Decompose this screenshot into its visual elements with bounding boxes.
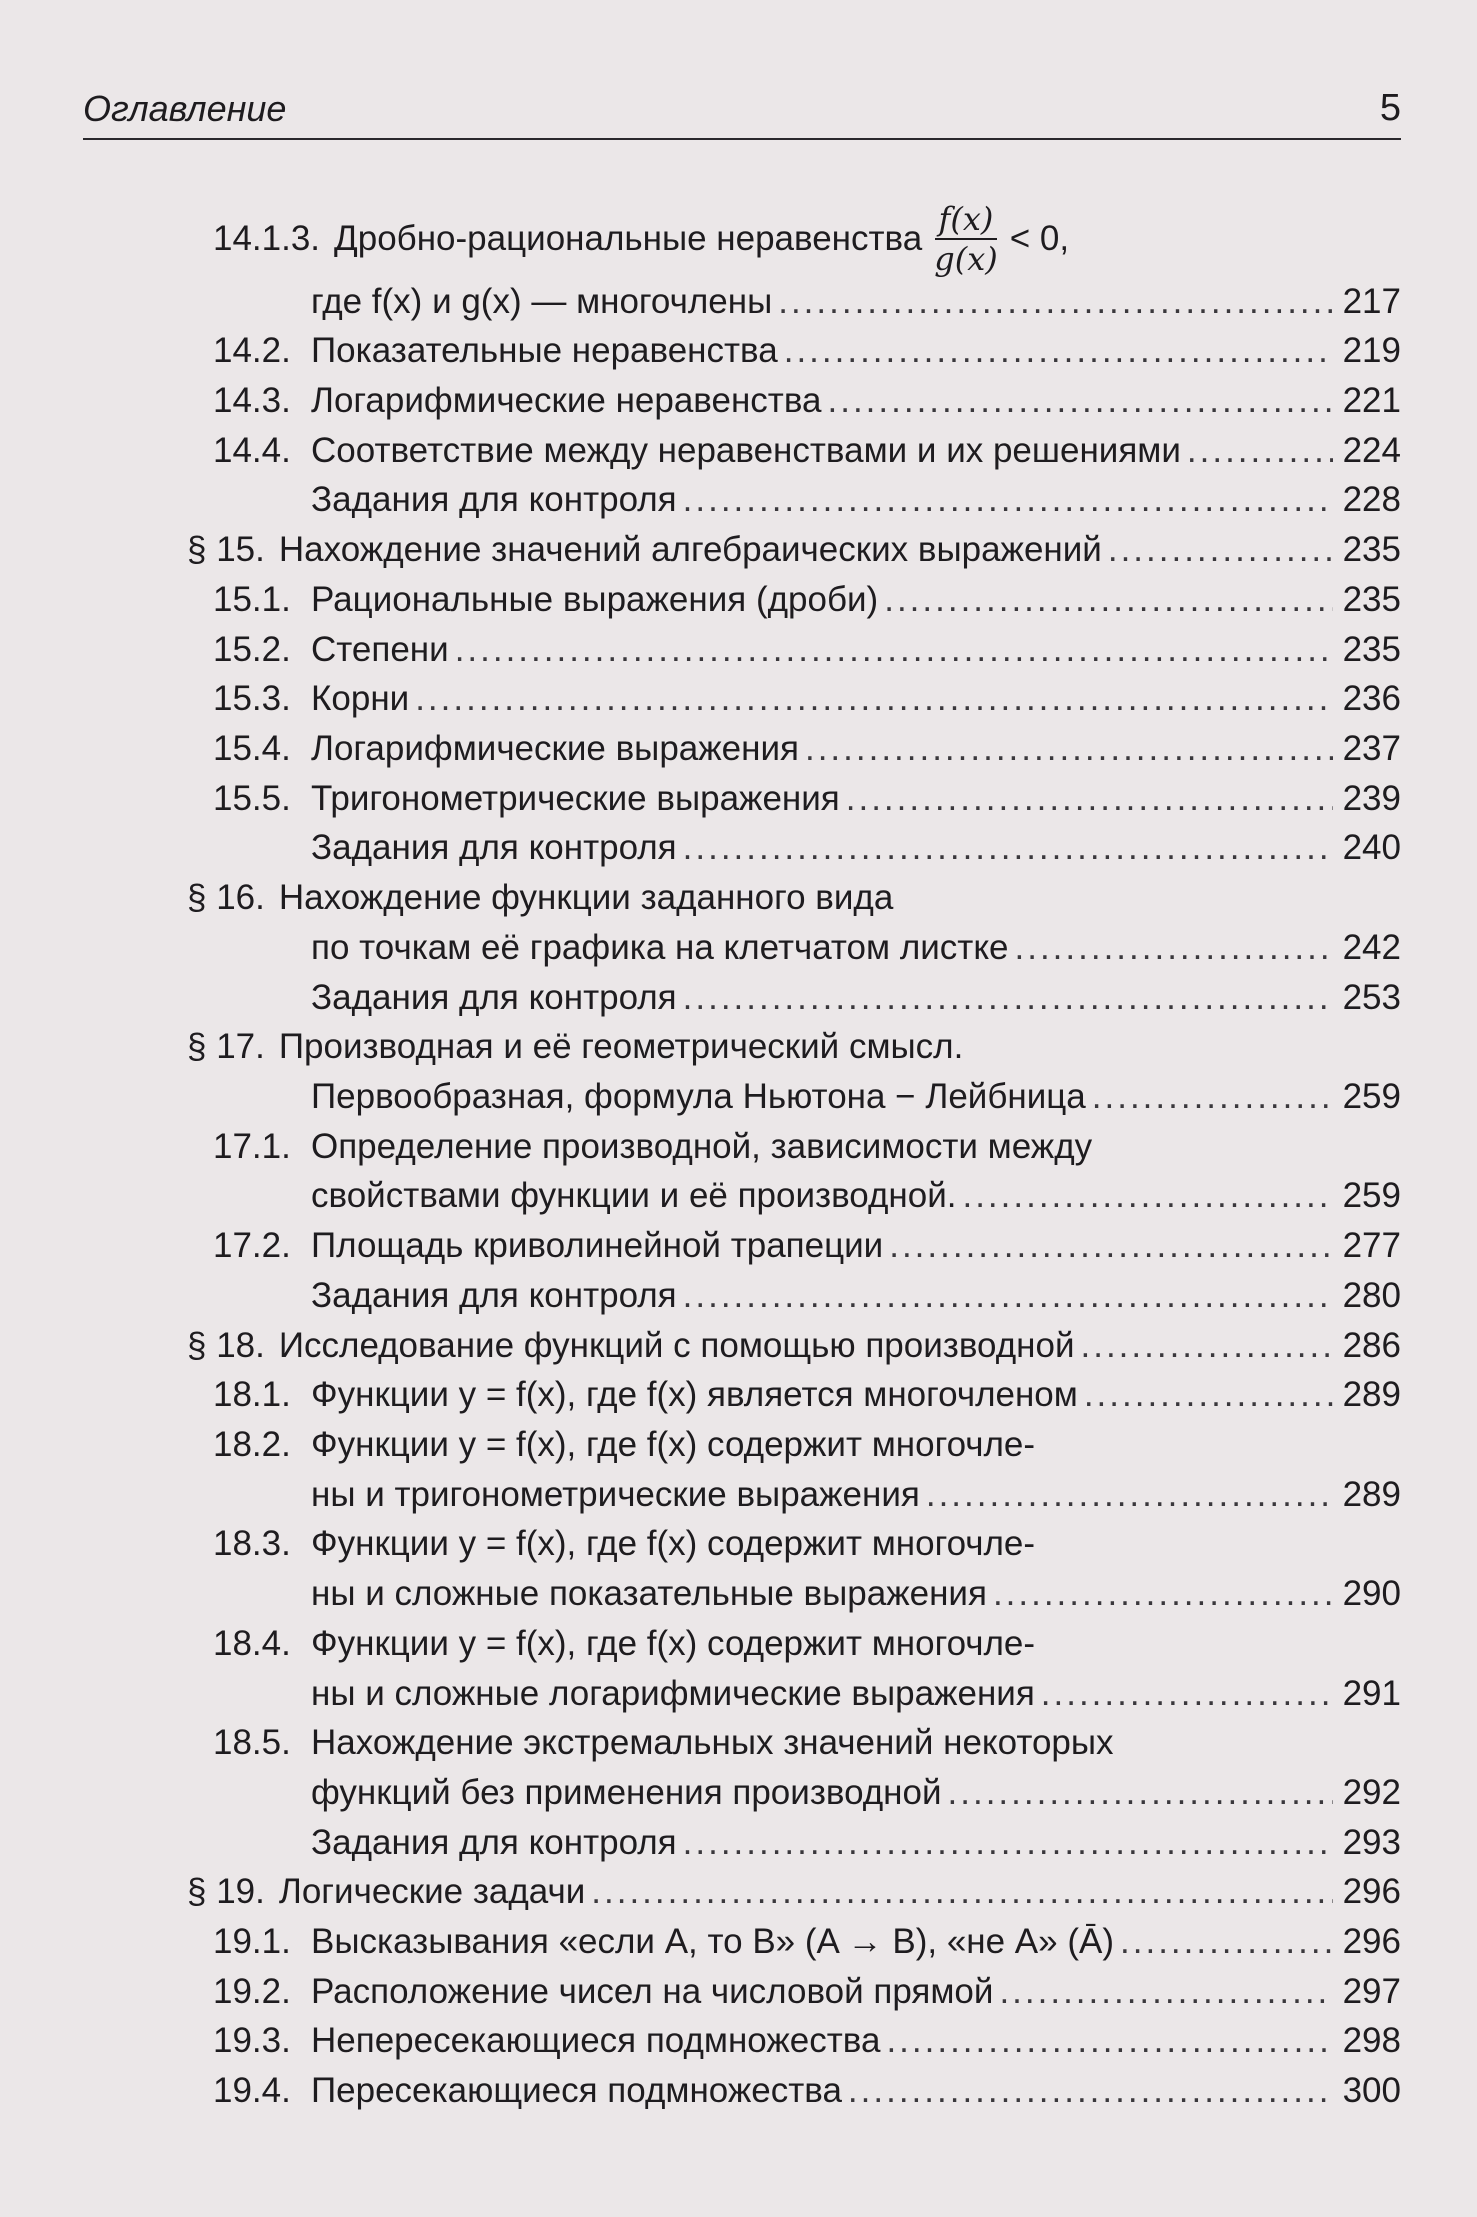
entry-title: Рациональные выражения (дроби): [311, 580, 879, 619]
entry-title: ны и тригонометрические выражения: [311, 1475, 920, 1514]
entry-number: 19.1.: [213, 1922, 291, 1961]
entry-number: 14.1.3.: [213, 219, 321, 258]
entry-title: Дробно-рациональные неравенства: [334, 219, 923, 258]
entry-page-number: 221: [1342, 381, 1401, 420]
toc-entry: [0, 2067, 1477, 2115]
entry-page-number: 286: [1342, 1326, 1401, 1365]
header-title: Оглавление: [83, 88, 287, 129]
entry-title: Нахождение значений алгебраических выражений: [278, 530, 1102, 569]
entry-number: 18.3.: [213, 1524, 291, 1563]
entry-page-number: 235: [1342, 580, 1401, 619]
toc-entry: [0, 327, 1477, 375]
entry-number: 15.4.: [213, 729, 291, 768]
dot-leader: [683, 1819, 1333, 1867]
toc-entry: [0, 1918, 1477, 1966]
entry-number: 14.4.: [213, 431, 291, 470]
entry-page-number: 289: [1342, 1475, 1401, 1514]
fraction-numerator: f(x): [935, 200, 998, 240]
entry-page-number: 297: [1342, 1972, 1401, 2011]
entry-title: Логарифмические выражения: [311, 729, 799, 768]
dot-leader: [683, 1272, 1333, 1320]
entry-page-number: 290: [1342, 1574, 1401, 1613]
entry-title: Первообразная, формула Ньютона − Лейбница: [311, 1077, 1086, 1116]
entry-page-number: 280: [1342, 1276, 1401, 1315]
entry-title: Функции y = f(x), где f(x) является многочленом: [311, 1375, 1078, 1414]
entry-page-number: 253: [1342, 978, 1401, 1017]
entry-number: 19.3.: [213, 2021, 291, 2060]
entry-title: Функции y = f(x), где f(x) содержит многочле-: [311, 1624, 1036, 1663]
entry-title: Нахождение экстремальных значений некоторых: [311, 1723, 1114, 1762]
entry-page-number: 293: [1342, 1823, 1401, 1862]
entry-page-number: 236: [1342, 679, 1401, 718]
entry-page-number: 237: [1342, 729, 1401, 768]
entry-page-number: 224: [1342, 431, 1401, 470]
toc-entry: [0, 824, 1477, 872]
dot-leader: [848, 2067, 1333, 2115]
entry-title: Определение производной, зависимости между: [311, 1127, 1093, 1166]
entry-page-number: 217: [1342, 282, 1401, 321]
entry-title: функций без применения производной: [311, 1773, 942, 1812]
fraction: [930, 200, 1002, 278]
toc-entry: [0, 1421, 1477, 1469]
entry-page-number: 277: [1342, 1226, 1401, 1265]
entry-number: 18.5.: [213, 1723, 291, 1762]
entry-number: 19.2.: [213, 1972, 291, 2011]
entry-title: Степени: [311, 630, 449, 669]
entry-title: Показательные неравенства: [311, 331, 778, 370]
entry-title: Исследование функций с помощью производной: [278, 1326, 1075, 1365]
toc-entry: [0, 626, 1477, 674]
entry-title: свойствами функции и её производной.: [311, 1176, 957, 1215]
entry-title: Корни: [311, 679, 410, 718]
dot-leader: [1041, 1670, 1333, 1718]
entry-page-number: 289: [1342, 1375, 1401, 1414]
dot-leader: [948, 1769, 1333, 1817]
entry-title: Функции y = f(x), где f(x) содержит многочле-: [311, 1425, 1036, 1464]
dot-leader: [926, 1471, 1333, 1519]
dot-leader: [884, 576, 1333, 624]
dot-leader: [1081, 1322, 1334, 1370]
dot-leader: [1108, 526, 1333, 574]
toc-entry: [0, 1073, 1477, 1121]
toc-entry: [0, 1620, 1477, 1668]
entry-number: 14.2.: [213, 331, 291, 370]
dot-leader: [455, 626, 1333, 674]
entry-title: Соответствие между неравенствами и их решениями: [311, 431, 1181, 470]
dot-leader: [1092, 1073, 1333, 1121]
dot-leader: [962, 1172, 1333, 1220]
entry-title: где f(x) и g(x) — многочлены: [311, 282, 773, 321]
dot-leader: [683, 974, 1333, 1022]
entry-number: 15.1.: [213, 580, 291, 619]
toc-entry: [0, 2017, 1477, 2065]
dot-leader: [993, 1570, 1333, 1618]
entry-page-number: 259: [1342, 1077, 1401, 1116]
toc-entry: [0, 1272, 1477, 1320]
toc-entry: [0, 1819, 1477, 1867]
dot-leader: [1120, 1918, 1333, 1966]
entry-number: 18.1.: [213, 1375, 291, 1414]
dot-leader: [784, 327, 1333, 375]
entry-title: Пересекающиеся подмножества: [311, 2071, 842, 2110]
toc-entry: [0, 675, 1477, 723]
entry-title: Задания для контроля: [311, 1823, 677, 1862]
entry-title: Расположение чисел на числовой прямой: [311, 1972, 994, 2011]
entry-page-number: 242: [1342, 928, 1401, 967]
entry-number: 15.2.: [213, 630, 291, 669]
toc-entry: [0, 1719, 1477, 1767]
entry-number: § 19.: [187, 1872, 265, 1911]
entry-number: 18.4.: [213, 1624, 291, 1663]
entry-number: 15.3.: [213, 679, 291, 718]
entry-number: 17.2.: [213, 1226, 291, 1265]
inequality-tail: < 0,: [1009, 219, 1070, 258]
toc-entry: [0, 377, 1477, 425]
entry-title: Функции y = f(x), где f(x) содержит многочле-: [311, 1524, 1036, 1563]
entry-title: Задания для контроля: [311, 480, 677, 519]
entry-title: Логарифмические неравенства: [311, 381, 822, 420]
toc-entry: [0, 1769, 1477, 1817]
toc-entry: [0, 924, 1477, 972]
toc-entry: [0, 576, 1477, 624]
dot-leader: [778, 278, 1333, 326]
entry-page-number: 235: [1342, 630, 1401, 669]
entry-title: Тригонометрические выражения: [311, 779, 840, 818]
entry-page-number: 292: [1342, 1773, 1401, 1812]
entry-title: Производная и её геометрический смысл.: [278, 1027, 964, 1066]
toc-entry: [0, 1172, 1477, 1220]
dot-leader: [889, 1222, 1333, 1270]
entry-page-number: 235: [1342, 530, 1401, 569]
dot-leader: [846, 775, 1333, 823]
toc-entry: [0, 1322, 1477, 1370]
entry-title: Высказывания «если A, то B» (A → B), «не A» (Ā): [311, 1922, 1115, 1961]
toc-entry: [0, 427, 1477, 475]
dot-leader: [805, 725, 1333, 773]
toc-entry: [0, 1868, 1477, 1916]
toc-entry: [0, 200, 1477, 278]
toc-entry: [0, 476, 1477, 524]
toc-entry: [0, 725, 1477, 773]
toc-entry: [0, 278, 1477, 326]
entry-title: ны и сложные показательные выражения: [311, 1574, 987, 1613]
dot-leader: [591, 1868, 1333, 1916]
toc-entry: [0, 1520, 1477, 1568]
entry-page-number: 291: [1342, 1674, 1401, 1713]
dot-leader: [415, 675, 1333, 723]
toc-entry: [0, 1670, 1477, 1718]
dot-leader: [999, 1968, 1333, 2016]
entry-page-number: 259: [1342, 1176, 1401, 1215]
dot-leader: [886, 2017, 1333, 2065]
entry-number: 18.2.: [213, 1425, 291, 1464]
toc-entry: [0, 1570, 1477, 1618]
entry-title: Задания для контроля: [311, 828, 677, 867]
entry-page-number: 219: [1342, 331, 1401, 370]
toc-entry: [0, 1222, 1477, 1270]
dot-leader: [1015, 924, 1334, 972]
toc-entry: [0, 974, 1477, 1022]
entry-number: § 18.: [187, 1326, 265, 1365]
toc-entry: [0, 1471, 1477, 1519]
fraction-denominator: g(x): [934, 240, 998, 278]
entry-title: Площадь криволинейной трапеции: [311, 1226, 884, 1265]
entry-number: 14.3.: [213, 381, 291, 420]
entry-page-number: 296: [1342, 1922, 1401, 1961]
entry-number: § 15.: [187, 530, 265, 569]
entry-title: ны и сложные логарифмические выражения: [311, 1674, 1035, 1713]
entry-number: § 17.: [187, 1027, 265, 1066]
entry-title: Задания для контроля: [311, 978, 677, 1017]
entry-title: Нахождение функции заданного вида: [278, 878, 894, 917]
toc-entry: [0, 526, 1477, 574]
entry-page-number: 298: [1342, 2021, 1401, 2060]
dot-leader: [683, 476, 1333, 524]
entry-page-number: 296: [1342, 1872, 1401, 1911]
entry-page-number: 228: [1342, 480, 1401, 519]
entry-page-number: 240: [1342, 828, 1401, 867]
dot-leader: [683, 824, 1333, 872]
entry-number: 17.1.: [213, 1127, 291, 1166]
dot-leader: [1084, 1371, 1333, 1419]
toc-entry: [0, 1023, 1477, 1071]
entry-title: Непересекающиеся подмножества: [311, 2021, 881, 2060]
entry-number: § 16.: [187, 878, 265, 917]
entry-title: Задания для контроля: [311, 1276, 677, 1315]
toc-entry: [0, 1123, 1477, 1171]
entry-number: 19.4.: [213, 2071, 291, 2110]
running-header: [83, 88, 1401, 140]
entry-number: 15.5.: [213, 779, 291, 818]
entry-page-number: 239: [1342, 779, 1401, 818]
entry-page-number: 300: [1342, 2071, 1401, 2110]
toc-entry: [0, 1968, 1477, 2016]
entry-title: Логические задачи: [278, 1872, 586, 1911]
header-page-number: 5: [1379, 87, 1401, 129]
entry-title: по точкам её графика на клетчатом листке: [311, 928, 1009, 967]
toc-entry: [0, 1371, 1477, 1419]
toc-entry: [0, 874, 1477, 922]
toc-entry: [0, 775, 1477, 823]
dot-leader: [1187, 427, 1333, 475]
dot-leader: [828, 377, 1334, 425]
